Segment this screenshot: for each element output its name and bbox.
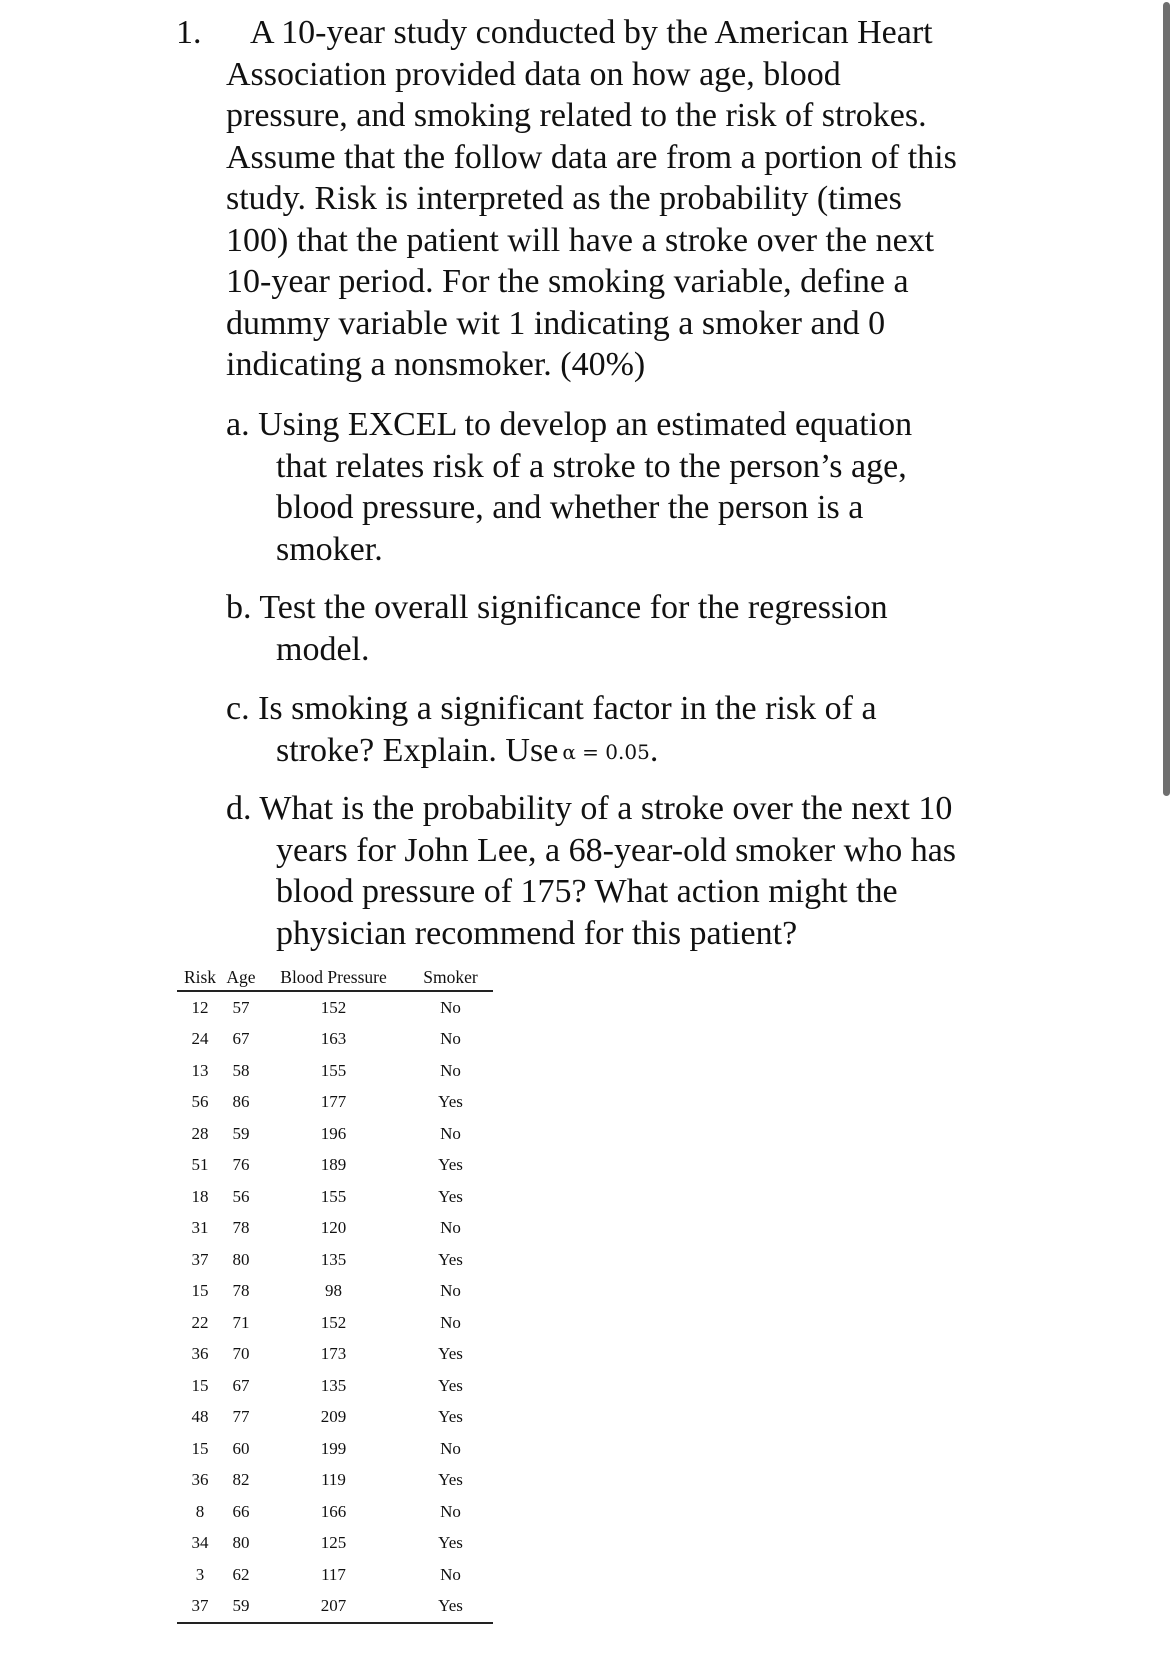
table-row <box>177 1307 493 1339</box>
part-c-line <box>226 730 1026 774</box>
question-line: 100) that the patient will have a stroke over the next <box>226 221 935 259</box>
smoker-cell: No <box>440 1564 461 1584</box>
header-age: Age <box>223 964 259 991</box>
blood-pressure-cell: 119 <box>321 1470 346 1490</box>
risk-cell: 24 <box>191 1029 209 1049</box>
blood-pressure-cell: 173 <box>320 1344 347 1364</box>
smoker-cell: Yes <box>438 1470 463 1490</box>
blood-pressure-cell: 177 <box>320 1092 347 1112</box>
smoker-cell: No <box>440 1218 461 1238</box>
part-a <box>226 404 1026 570</box>
smoker-cell: Yes <box>438 1407 463 1427</box>
risk-cell: 15 <box>191 1281 209 1301</box>
risk-cell: 48 <box>191 1407 209 1427</box>
smoker-cell: Yes <box>408 1591 493 1624</box>
smoker-cell: Yes <box>438 1375 463 1395</box>
blood-pressure-cell: 166 <box>320 1501 347 1521</box>
blood-pressure-cell: 152 <box>320 997 347 1017</box>
table-row <box>177 1433 493 1465</box>
smoker-cell: Yes <box>438 1344 463 1364</box>
table-body <box>177 991 493 1623</box>
part-b-line: b. Test the overall significance for the regression <box>226 589 888 626</box>
table-row <box>177 991 493 1024</box>
table-row <box>177 1402 493 1434</box>
question-number: 1. <box>176 14 202 51</box>
age-cell: 67 <box>232 1375 250 1395</box>
table-row <box>177 1496 493 1528</box>
blood-pressure-cell: 189 <box>320 1155 347 1175</box>
blood-pressure-cell: 125 <box>320 1533 347 1553</box>
question-line: indicating a nonsmoker. (40%) <box>226 346 646 383</box>
smoker-cell: Yes <box>438 1186 463 1206</box>
part-d-line: d. What is the probability of a stroke over the next 10 <box>226 790 953 827</box>
risk-cell: 31 <box>191 1218 209 1238</box>
part-d-line: physician recommend for this patient? <box>276 914 798 952</box>
risk-cell: 56 <box>191 1092 209 1112</box>
table-row <box>177 1465 493 1497</box>
part-c <box>226 688 1026 773</box>
smoker-cell: Yes <box>438 1155 463 1175</box>
age-cell: 71 <box>232 1312 250 1332</box>
risk-cell: 3 <box>195 1564 205 1584</box>
blood-pressure-cell: 207 <box>259 1591 408 1624</box>
blood-pressure-cell: 196 <box>320 1123 347 1143</box>
table-row <box>177 1276 493 1308</box>
age-cell: 59 <box>232 1123 250 1143</box>
table-row <box>177 1055 493 1087</box>
question-line: dummy variable wit 1 indicating a smoker and 0 <box>226 304 886 342</box>
risk-cell: 37 <box>191 1249 209 1269</box>
smoker-cell: Yes <box>438 1092 463 1112</box>
risk-cell: 22 <box>191 1312 209 1332</box>
part-a-line: smoker. <box>276 530 383 568</box>
age-cell: 70 <box>232 1344 250 1364</box>
risk-cell: 37 <box>177 1591 223 1624</box>
smoker-cell: No <box>440 1312 461 1332</box>
risk-cell: 36 <box>191 1344 209 1364</box>
table-row <box>177 1559 493 1591</box>
table-row <box>177 1087 493 1119</box>
table-row <box>177 1339 493 1371</box>
part-b <box>226 587 1026 670</box>
risk-cell: 13 <box>191 1060 209 1080</box>
part-c-line: c. Is smoking a significant factor in the risk of a <box>226 690 877 727</box>
age-cell: 66 <box>232 1501 250 1521</box>
table-row <box>177 1370 493 1402</box>
blood-pressure-cell: 155 <box>320 1186 347 1206</box>
risk-cell: 8 <box>195 1501 205 1521</box>
risk-cell: 28 <box>191 1123 209 1143</box>
table-row <box>177 1244 493 1276</box>
blood-pressure-cell: 135 <box>320 1375 347 1395</box>
blood-pressure-cell: 98 <box>325 1281 342 1301</box>
blood-pressure-cell: 209 <box>320 1407 347 1427</box>
blood-pressure-cell: 152 <box>320 1312 347 1332</box>
question-line: pressure, and smoking related to the risk of strokes. <box>226 97 927 134</box>
header-risk: Risk <box>177 964 223 991</box>
smoker-cell: No <box>440 1029 461 1049</box>
scrollbar[interactable] <box>1156 0 1170 800</box>
risk-cell: 15 <box>191 1438 209 1458</box>
age-cell: 57 <box>232 997 250 1017</box>
risk-cell: 36 <box>191 1470 209 1490</box>
table-row <box>177 1150 493 1182</box>
blood-pressure-cell: 155 <box>320 1060 347 1080</box>
smoker-cell: Yes <box>438 1533 463 1553</box>
scrollbar-thumb[interactable] <box>1163 2 1170 796</box>
question-line: A 10-year study conducted by the American Heart <box>250 14 933 51</box>
part-a-line: a. Using EXCEL to develop an estimated equation <box>226 406 913 443</box>
part-d <box>226 788 1026 954</box>
part-a-line: blood pressure, and whether the person is a <box>276 489 864 526</box>
smoker-cell: No <box>440 1501 461 1521</box>
age-cell: 78 <box>232 1281 250 1301</box>
alpha-value: α = 0.05 <box>562 739 650 764</box>
table-row <box>177 1528 493 1560</box>
smoker-cell: No <box>440 1438 461 1458</box>
table-header-row <box>177 964 493 991</box>
smoker-cell: No <box>440 1123 461 1143</box>
question-text <box>226 12 1026 386</box>
stroke-data-table <box>177 964 493 1624</box>
age-cell: 82 <box>232 1470 250 1490</box>
blood-pressure-cell: 135 <box>320 1249 347 1269</box>
part-c-period: . <box>649 731 659 769</box>
risk-cell: 34 <box>191 1533 209 1553</box>
age-cell: 77 <box>232 1407 250 1427</box>
table-row <box>177 1213 493 1245</box>
question-line: study. Risk is interpreted as the probability (times <box>226 180 902 217</box>
smoker-cell: Yes <box>438 1249 463 1269</box>
age-cell: 58 <box>232 1060 250 1080</box>
age-cell: 60 <box>232 1438 250 1458</box>
age-cell: 80 <box>232 1249 250 1269</box>
table-row <box>177 1181 493 1213</box>
age-cell: 86 <box>232 1092 250 1112</box>
age-cell: 56 <box>232 1186 250 1206</box>
blood-pressure-cell: 199 <box>320 1438 347 1458</box>
risk-cell: 12 <box>191 997 209 1017</box>
smoker-cell: No <box>440 997 461 1017</box>
part-b-line: model. <box>276 630 370 668</box>
table-row <box>177 1024 493 1056</box>
part-d-line: blood pressure of 175? What action might the <box>276 873 898 910</box>
question-line: Assume that the follow data are from a portion of this <box>226 138 957 176</box>
age-cell: 76 <box>232 1155 250 1175</box>
table-row <box>177 1118 493 1150</box>
header-blood-pressure: Blood Pressure <box>259 964 408 991</box>
part-d-line: years for John Lee, a 68-year-old smoker who has <box>276 831 957 869</box>
age-cell: 67 <box>232 1029 250 1049</box>
question-line: 10-year period. For the smoking variable, define a <box>226 263 909 300</box>
table-row <box>177 1591 493 1624</box>
age-cell: 78 <box>232 1218 250 1238</box>
risk-cell: 15 <box>191 1375 209 1395</box>
age-cell: 62 <box>232 1564 250 1584</box>
question-line: Association provided data on how age, blood <box>226 55 841 93</box>
blood-pressure-cell: 120 <box>320 1218 347 1238</box>
risk-cell: 18 <box>191 1186 209 1206</box>
blood-pressure-cell: 117 <box>321 1564 346 1584</box>
blood-pressure-cell: 163 <box>320 1029 347 1049</box>
header-smoker: Smoker <box>408 964 493 991</box>
age-cell: 80 <box>232 1533 250 1553</box>
age-cell: 59 <box>223 1591 259 1624</box>
part-c-text: stroke? Explain. Use <box>276 731 559 769</box>
risk-cell: 51 <box>191 1155 209 1175</box>
part-a-line: that relates risk of a stroke to the person’s age, <box>276 447 907 485</box>
smoker-cell: No <box>440 1281 461 1301</box>
smoker-cell: No <box>440 1060 461 1080</box>
